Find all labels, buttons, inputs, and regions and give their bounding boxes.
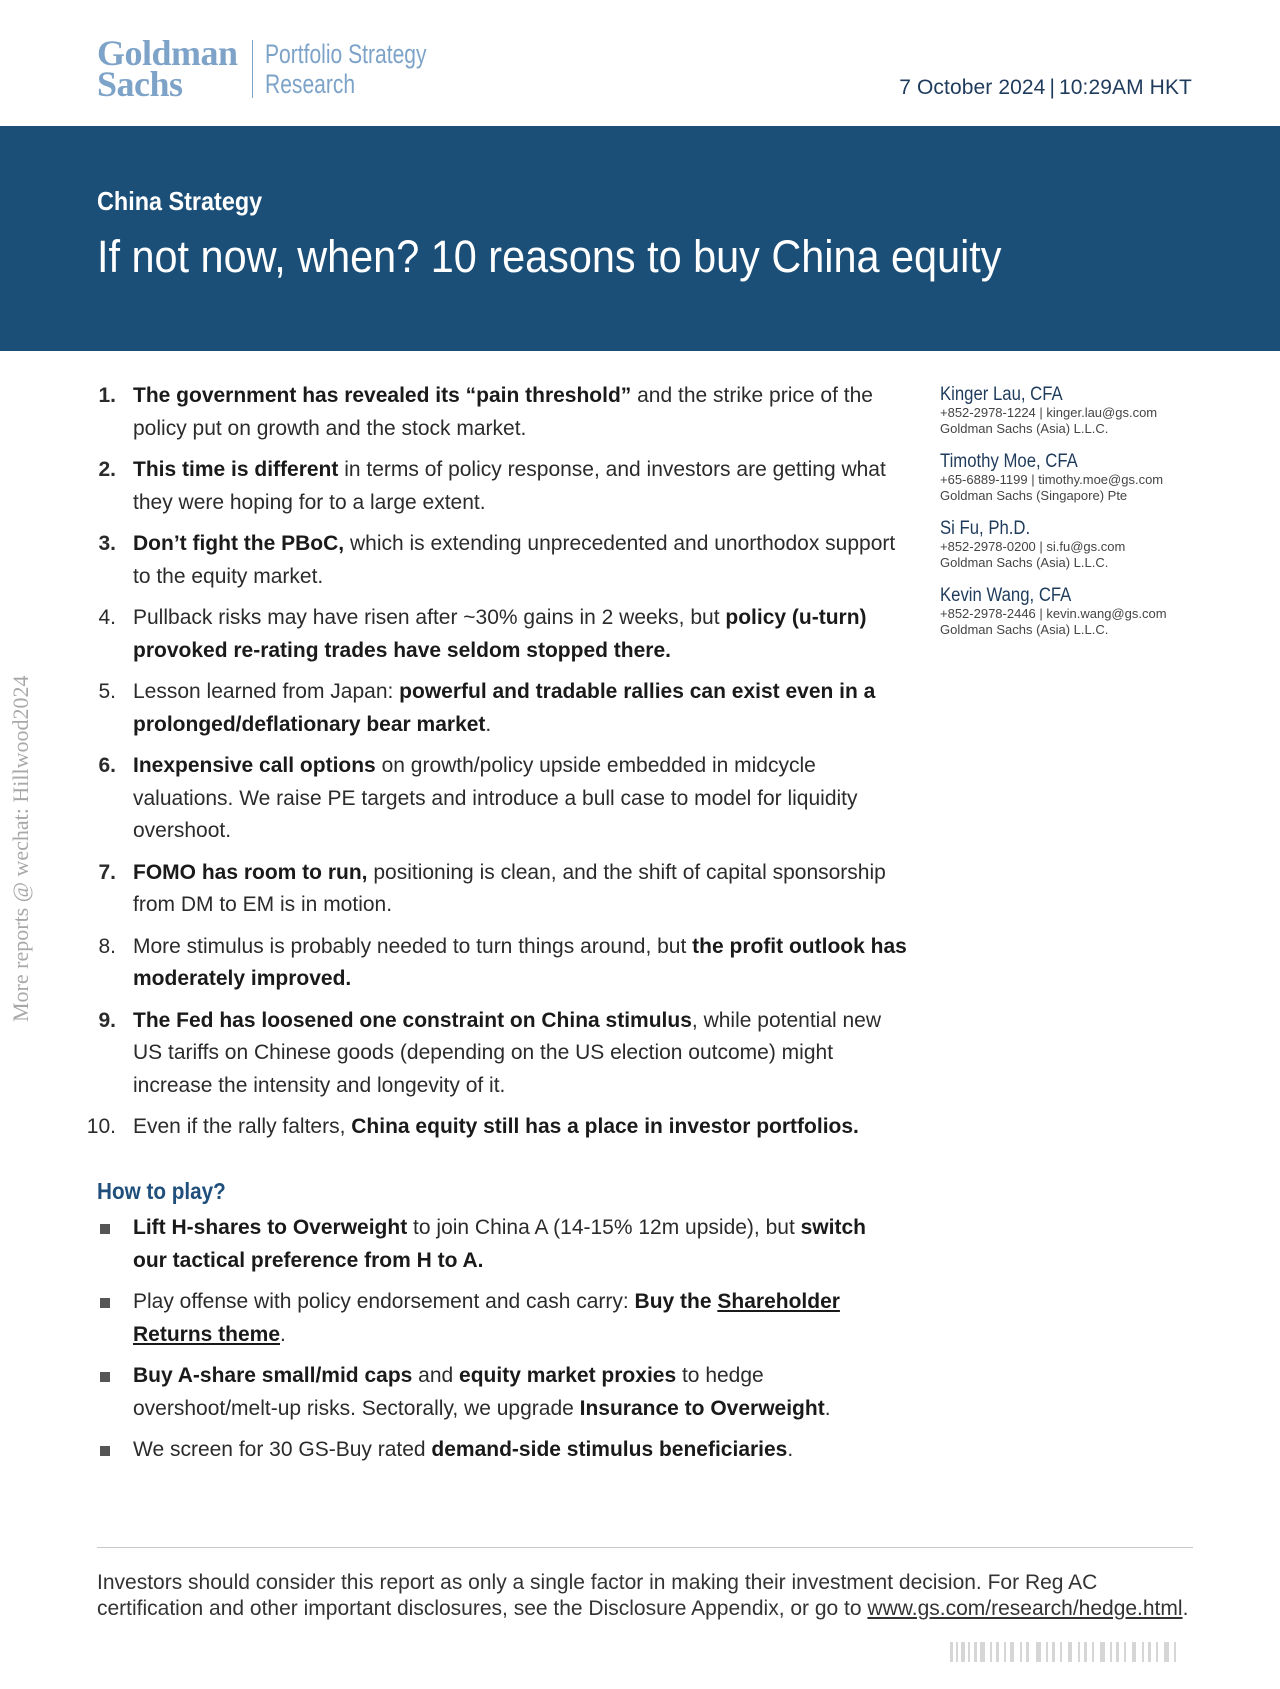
reason-text: Lesson learned from Japan:: [133, 680, 400, 703]
logo-divider: [252, 40, 253, 98]
series-label: China Strategy: [97, 186, 263, 216]
play-text: Play offense with policy endorsement and cash carry:: [133, 1290, 635, 1313]
report-date: 7 October 2024: [899, 76, 1046, 99]
author-phone: +65-6889-1199: [940, 472, 1028, 487]
wechat-watermark: More reports @ wechat: Hillwood2024: [8, 675, 33, 1022]
author-phone: +852-2978-0200: [940, 539, 1036, 554]
author-email[interactable]: si.fu@gs.com: [1046, 539, 1126, 554]
authors-sidebar: [940, 385, 1220, 653]
reason-emphasis: powerful and tradable rallies can exist even in a prolonged/deflationary bear market: [133, 680, 876, 736]
reason-number: 3.: [98, 532, 116, 555]
author-name: Kevin Wang, CFA: [940, 585, 1072, 606]
play-emphasis: Lift H-shares to Overweight: [133, 1216, 408, 1239]
play-emphasis: Insurance to Overweight: [579, 1396, 825, 1420]
reason-item: [78, 1111, 908, 1144]
research-unit-name: [265, 39, 427, 99]
reason-number: 1.: [98, 384, 116, 407]
reason-emphasis: China equity still has a place in investor portfolios.: [351, 1115, 859, 1138]
play-text: and: [412, 1364, 460, 1387]
reason-emphasis: The government has revealed its “pain threshold”: [133, 384, 632, 407]
reason-emphasis: FOMO has room to run,: [133, 860, 368, 884]
reason-item: [78, 380, 908, 445]
reason-item: [78, 857, 908, 922]
author-firm: Goldman Sachs (Asia) L.L.C.: [940, 555, 1109, 570]
logo-line-1: Goldman: [97, 33, 238, 73]
author-firm: Goldman Sachs (Asia) L.L.C.: [940, 622, 1109, 637]
reason-number: 8.: [98, 934, 116, 958]
play-item: [97, 1434, 897, 1467]
reason-number: 7.: [98, 860, 116, 884]
title-banner: [0, 126, 1280, 351]
reason-text-end: .: [485, 712, 492, 736]
play-text: to join China A (14-15% 12m upside), but: [407, 1216, 801, 1239]
play-item: [97, 1212, 897, 1277]
report-dateline: [899, 76, 1192, 100]
barcode-icon: [950, 1640, 1230, 1664]
reason-item: [78, 750, 908, 848]
author-card: [940, 586, 1220, 638]
author-contact: +852-2978-0200 | si.fu@gs.com: [940, 539, 1126, 554]
square-bullet-icon: [100, 1224, 110, 1234]
author-card: [940, 452, 1220, 504]
play-text: to hedge overshoot/melt-up risks. Sectorally, we upgrade: [133, 1364, 764, 1420]
play-text-end: .: [824, 1396, 831, 1420]
play-text-end: .: [280, 1322, 286, 1346]
reason-number: 9.: [98, 1008, 116, 1032]
play-text-end: .: [787, 1438, 794, 1461]
disclaimer-end: .: [1182, 1597, 1189, 1620]
report-title: If not now, when? 10 reasons to buy China equity: [97, 231, 1002, 282]
logo-wordmark: [97, 33, 238, 104]
author-email[interactable]: kevin.wang@gs.com: [1046, 606, 1167, 621]
reason-text: Even if the rally falters,: [133, 1115, 352, 1138]
reason-emphasis: the profit outlook has moderately improved.: [133, 934, 907, 990]
reason-emphasis: Don’t fight the PBoC,: [133, 532, 345, 555]
disclaimer-text: Investors should consider this report as only a single factor in making their investment decision. For Reg AC certification and other important disclosures, see the Disclosure Appendix, or go to: [97, 1571, 1098, 1620]
report-header: [0, 0, 1280, 126]
how-to-play-list: [97, 1212, 897, 1476]
play-text: We screen for 30 GS-Buy rated: [133, 1438, 432, 1461]
reason-text: and the strike price of the policy put on growth and the stock market.: [133, 384, 873, 440]
play-item: [97, 1360, 897, 1425]
reason-number: 6.: [98, 754, 116, 777]
reason-emphasis: Inexpensive call options: [133, 754, 376, 777]
author-firm: Goldman Sachs (Singapore) Pte: [940, 488, 1128, 503]
disclosure-footer: [97, 1570, 1207, 1622]
reason-text: on growth/policy upside embedded in midcycle valuations. We raise PE targets and introduce a bull case to model for liquidity overshoot.: [133, 754, 858, 842]
reason-text: Pullback risks may have risen after ~30% gains in 2 weeks, but: [133, 606, 726, 629]
how-to-play-heading: How to play?: [97, 1178, 226, 1204]
reason-emphasis: This time is different: [133, 458, 339, 481]
author-email[interactable]: kinger.lau@gs.com: [1046, 405, 1158, 420]
unit-line-2: Research: [264, 69, 355, 99]
logo-line-2: Sachs: [97, 64, 183, 104]
ten-reasons-list: [78, 380, 908, 1153]
reason-number: 10.: [86, 1115, 116, 1138]
author-email[interactable]: timothy.moe@gs.com: [1038, 472, 1164, 487]
play-emphasis: demand-side stimulus beneficiaries: [431, 1438, 788, 1461]
square-bullet-icon: [100, 1446, 110, 1456]
reason-item: [78, 676, 908, 741]
reason-item: [78, 1005, 908, 1103]
reason-emphasis: The Fed has loosened one constraint on China stimulus: [133, 1008, 692, 1032]
play-emphasis: switch our tactical preference from H to A.: [133, 1216, 866, 1272]
reason-item: [78, 931, 908, 996]
reason-emphasis: policy (u-turn) provoked re-rating trades have seldom stopped there.: [133, 606, 867, 662]
reason-item: [78, 528, 908, 593]
reason-text: More stimulus is probably needed to turn things around, but: [133, 934, 693, 958]
reason-text: in terms of policy response, and investors are getting what they were hoping for to a large extent.: [133, 458, 886, 514]
author-firm: Goldman Sachs (Asia) L.L.C.: [940, 421, 1109, 436]
unit-line-1: Portfolio Strategy: [264, 39, 427, 69]
reason-text: positioning is clean, and the shift of capital sponsorship from DM to EM is in motion.: [133, 860, 886, 916]
author-contact: +852-2978-1224 | kinger.lau@gs.com: [940, 405, 1158, 420]
play-emphasis: equity market proxies: [459, 1364, 677, 1387]
play-emphasis: Buy A-share small/mid caps: [133, 1364, 413, 1387]
author-card: [940, 385, 1220, 437]
reason-text: , while potential new US tariffs on Chinese goods (depending on the US election outcome) might increase the intensity and longevity of it.: [133, 1008, 882, 1097]
goldman-sachs-logo: [97, 33, 472, 104]
author-phone: +852-2978-1224: [940, 405, 1036, 420]
author-name: Si Fu, Ph.D.: [940, 518, 1031, 539]
author-contact: +65-6889-1199 | timothy.moe@gs.com: [940, 472, 1164, 487]
reason-number: 2.: [98, 458, 116, 481]
footer-divider: [97, 1547, 1193, 1548]
reason-item: [78, 602, 908, 667]
author-contact: +852-2978-2446 | kevin.wang@gs.com: [940, 606, 1167, 621]
report-time: 10:29AM HKT: [1059, 76, 1192, 99]
author-name: Kinger Lau, CFA: [940, 384, 1063, 405]
reason-item: [78, 454, 908, 519]
play-emphasis: Buy the: [634, 1290, 718, 1313]
reason-text: which is extending unprecedented and unorthodox support to the equity market.: [133, 532, 896, 588]
reason-number: 5.: [98, 680, 116, 703]
square-bullet-icon: [100, 1298, 110, 1308]
author-phone: +852-2978-2446: [940, 606, 1036, 621]
dateline-separator: |: [1049, 76, 1055, 99]
reason-number: 4.: [98, 606, 116, 629]
shareholder-returns-link[interactable]: Shareholder Returns theme: [133, 1290, 840, 1346]
square-bullet-icon: [100, 1372, 110, 1382]
play-item: [97, 1286, 897, 1351]
author-card: [940, 519, 1220, 571]
disclosure-link[interactable]: www.gs.com/research/hedge.html: [867, 1597, 1183, 1620]
author-name: Timothy Moe, CFA: [940, 451, 1078, 472]
